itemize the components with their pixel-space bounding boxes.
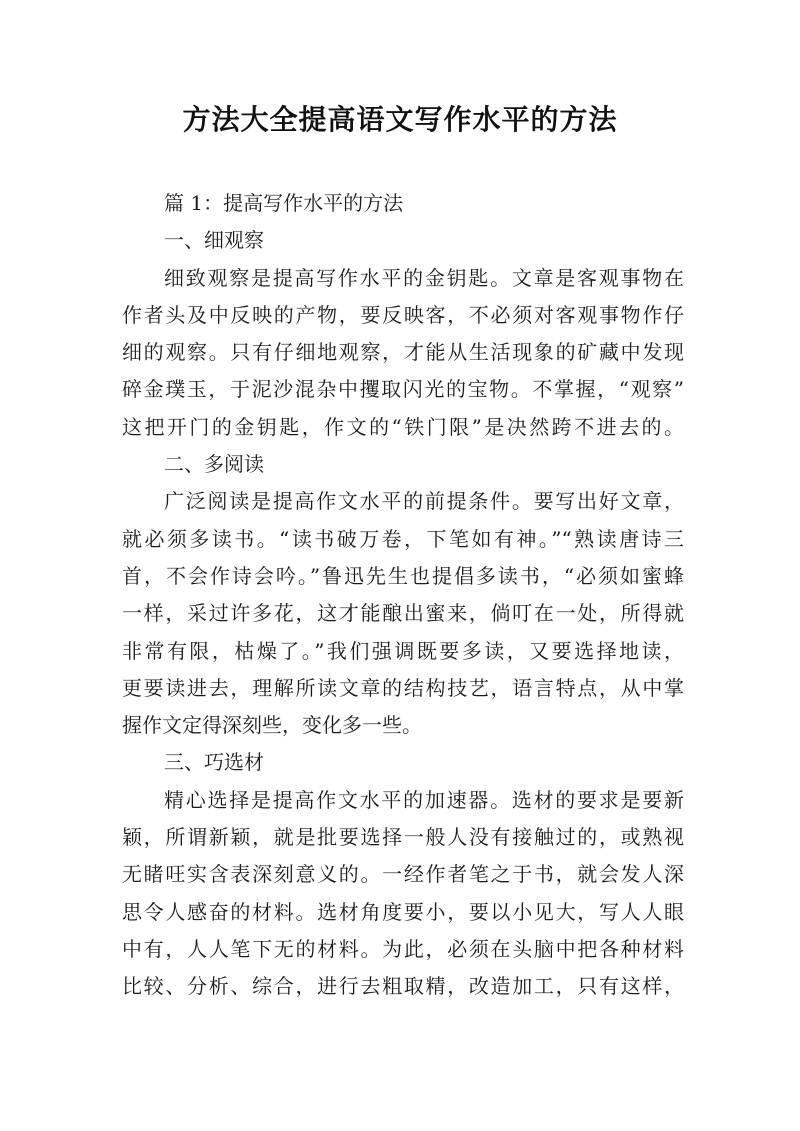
paragraph-line: 碎金璞玉，于泥沙混杂中攫取闪光的宝物。不掌握，“观察” (122, 377, 684, 402)
paragraph-line: 握作文定得深刻些，变化多一些。 (122, 713, 422, 738)
paragraph-line: 非常有限，枯燥了。”我们强调既要多读，又要选择地读， (122, 638, 684, 663)
paragraph-line: 作者头及中反映的产物，要反映客，不必须对客观事物作仔 (122, 302, 684, 327)
document-title: 方法大全提高语文写作水平的方法 (182, 103, 618, 136)
paragraph-line: 比较、分析、综合，进行去粗取精，改造加工，只有这样， (122, 974, 684, 999)
paragraph-line: 思令人感奋的材料。选材角度要小，要以小见大，写人人眼 (122, 899, 684, 924)
paragraph-line: 广泛阅读是提高作文水平的前提条件。要写出好文章， (164, 489, 684, 514)
paragraph-line: 这把开门的金钥匙，作文的“铁门限”是决然跨不进去的。 (122, 414, 684, 439)
paragraph-line: 更要读进去，理解所读文章的结构技艺，语言特点，从中掌 (122, 675, 684, 700)
paragraph-line: 颖，所谓新颖，就是批要选择一般人没有接触过的，或熟视 (122, 825, 684, 850)
subsection-heading: 三、巧选材 (164, 750, 264, 775)
section-heading: 篇 1：提高写作水平的方法 (164, 191, 404, 215)
paragraph-line: 中有，人人笔下无的材料。为此，必须在头脑中把各种材料 (122, 936, 684, 961)
document-body (122, 185, 684, 1006)
paragraph-line: 无睹㕵实含表深刻意义的。一经作者笔之于书，就会发人深 (122, 862, 684, 887)
paragraph-line: 就必须多读书。“读书破万卷，下笔如有神。”“熟读唐诗三 (122, 526, 684, 551)
paragraph-line: 细致观察是提高写作水平的金钥匙。文章是客观事物在 (164, 265, 684, 290)
paragraph-line: 首，不会作诗会吟。”鲁迅先生也提倡多读书，“必须如蜜蜂 (122, 563, 684, 588)
paragraph-line: 细的观察。只有仔细地观察，才能从生活现象的矿藏中发现 (122, 340, 684, 365)
subsection-heading: 一、细观察 (164, 228, 264, 253)
subsection-heading: 二、多阅读 (164, 452, 264, 477)
paragraph-line: 一样，采过许多花，这才能酿出蜜来，倘叮在一处，所得就 (122, 601, 684, 626)
paragraph-line: 精心选择是提高作文水平的加速器。选材的要求是要新 (164, 787, 684, 812)
